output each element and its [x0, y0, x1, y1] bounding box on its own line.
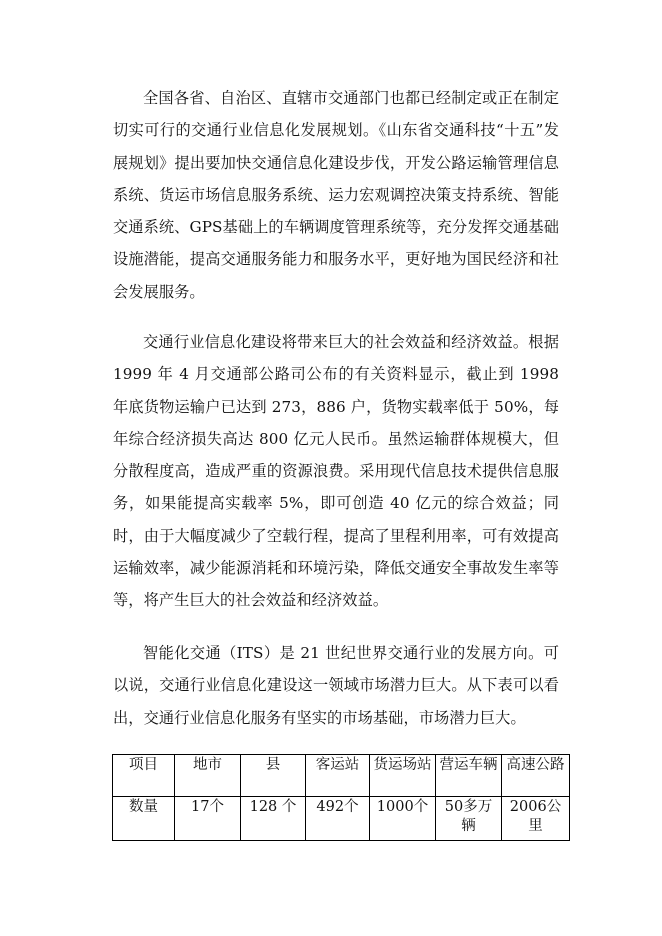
cell-operating-vehicles-count: 50多万辆 — [436, 797, 502, 841]
market-data-table — [112, 754, 570, 841]
table-header-row — [113, 755, 570, 797]
table-row — [113, 797, 570, 841]
cell-passenger-station-count: 492个 — [306, 797, 370, 841]
cell-county-count: 128 个 — [241, 797, 306, 841]
header-cell-item: 项目 — [113, 755, 175, 797]
cell-freight-station-count: 1000个 — [370, 797, 436, 841]
paragraph: 交通行业信息化建设将带来巨大的社会效益和经济效益。根据 1999 年 4 月交通部公路司公布的有关资料显示，截止到 1998 年底货物运输户已达到 273，886 户，货物实载率低于 50%，每年综合经济损失高达 800 亿元人民币。虽然运输群体规模大，但分散程度高，造成严重的资源浪费。采用现代信息技术提供信息服务，如果能提高实载率 5%，即可创造 40 亿元的综合效益；同时，由于大幅度减少了空载行程，提高了里程利用率，可有效提高运输效率，减少能源消耗和环境污染，降低交通安全事故发生率等等，将产生巨大的社会效益和经济效益。 — [113, 333, 559, 610]
header-cell-freight-station: 货运场站 — [370, 755, 436, 797]
header-cell-county: 县 — [241, 755, 306, 797]
header-cell-city: 地市 — [175, 755, 241, 797]
header-cell-expressway: 高速公路 — [502, 755, 570, 797]
header-cell-operating-vehicles: 营运车辆 — [436, 755, 502, 797]
paragraph: 智能化交通（ITS）是 21 世纪世界交通行业的发展方向。可以说，交通行业信息化建设这一领域市场潜力巨大。从下表可以看出，交通行业信息化服务有坚实的市场基础，市场潜力巨大。 — [113, 644, 559, 727]
paragraph: 全国各省、自治区、直辖市交通部门也都已经制定或正在制定切实可行的交通行业信息化发展规划。《山东省交通科技“十五”发展规划》提出要加快交通信息化建设步伐，开发公路运输管理信息系统、货运市场信息服务系统、运力宏观调控决策支持系统、智能交通系统、GPS基础上的车辆调度管理系统等，充分发挥交通基础设施潜能，提高交通服务能力和服务水平，更好地为国民经济和社会发展服务。 — [113, 89, 559, 301]
cell-expressway-length: 2006公里 — [502, 797, 570, 841]
row-label-quantity: 数量 — [113, 797, 175, 841]
header-cell-passenger-station: 客运站 — [306, 755, 370, 797]
cell-city-count: 17个 — [175, 797, 241, 841]
